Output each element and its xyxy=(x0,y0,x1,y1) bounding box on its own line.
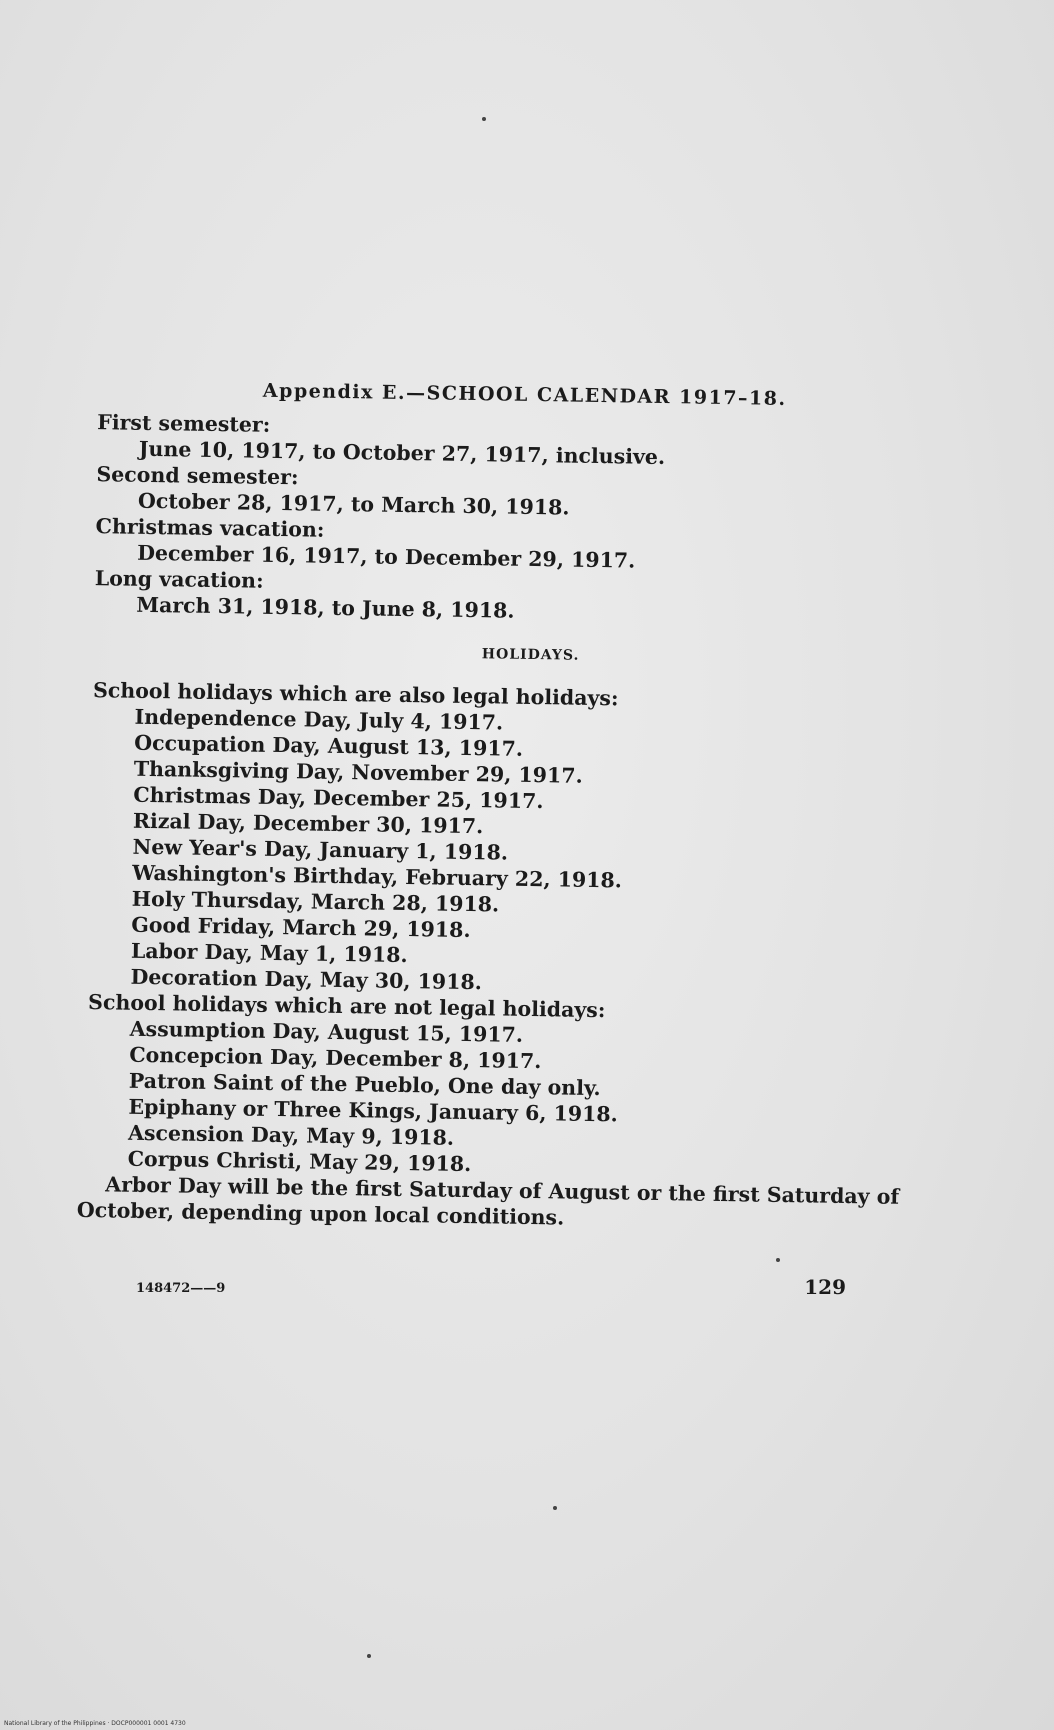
signature-mark: 148472——9 xyxy=(136,1281,226,1296)
list-item: Assumption Day, August 15, 1917. xyxy=(129,1016,524,1047)
list-item: Independence Day, July 4, 1917. xyxy=(134,704,504,735)
dust-speck xyxy=(553,1506,557,1510)
first-semester-label: First semester: xyxy=(97,410,271,437)
second-semester-dates: October 28, 1917, to March 30, 1918. xyxy=(137,488,570,520)
page-number: 129 xyxy=(804,1275,846,1299)
list-item: Washington's Birthday, February 22, 1918. xyxy=(131,860,623,893)
page-title: Appendix E.—SCHOOL CALENDAR 1917–18. xyxy=(262,379,787,410)
page-content xyxy=(77,375,920,1236)
list-item: New Year's Day, January 1, 1918. xyxy=(132,834,509,865)
christmas-vacation-dates: December 16, 1917, to December 29, 1917. xyxy=(137,540,636,573)
list-item: Christmas Day, December 25, 1917. xyxy=(133,782,544,814)
page-footer xyxy=(136,1275,846,1305)
list-item: Labor Day, May 1, 1918. xyxy=(130,938,408,968)
christmas-vacation-label: Christmas vacation: xyxy=(95,514,325,542)
list-item: Ascension Day, May 9, 1918. xyxy=(127,1120,455,1150)
arbor-day-note: Arbor Day will be the first Saturday of August or the first Saturday of October, depending upon local conditions. xyxy=(76,1172,900,1230)
list-item: Good Friday, March 29, 1918. xyxy=(131,912,471,943)
list-item: Decoration Day, May 30, 1918. xyxy=(130,964,483,995)
list-item: Rizal Day, December 30, 1917. xyxy=(132,808,484,839)
list-item: Holy Thursday, March 28, 1918. xyxy=(131,886,500,917)
list-item: Occupation Day, August 13, 1917. xyxy=(134,730,524,761)
long-vacation-dates: March 31, 1918, to June 8, 1918. xyxy=(136,592,515,623)
dust-speck xyxy=(776,1258,780,1262)
list-item: Patron Saint of the Pueblo, One day only. xyxy=(128,1068,601,1101)
second-semester-label: Second semester: xyxy=(96,462,299,490)
list-item: Thanksgiving Day, November 29, 1917. xyxy=(133,756,583,788)
legal-holidays-list xyxy=(80,703,914,1002)
list-item: Corpus Christi, May 29, 1918. xyxy=(127,1146,472,1177)
holidays-heading: HOLIDAYS. xyxy=(481,646,580,664)
dust-speck xyxy=(367,1654,371,1658)
long-vacation-label: Long vacation: xyxy=(94,566,264,593)
nonlegal-holidays-list xyxy=(77,1015,909,1184)
nonlegal-holidays-label: School holidays which are not legal holidays: xyxy=(87,990,606,1023)
list-item: Epiphany or Three Kings, January 6, 1918. xyxy=(128,1094,618,1127)
archive-credit: National Library of the Philippines · DOCP000001 0001 4730 xyxy=(4,1720,186,1727)
dust-speck xyxy=(482,117,486,121)
legal-holidays-label: School holidays which are also legal holidays: xyxy=(92,678,619,711)
list-item: Concepcion Day, December 8, 1917. xyxy=(129,1042,542,1074)
first-semester-dates: June 10, 1917, to October 27, 1917, inclusive. xyxy=(138,436,666,470)
